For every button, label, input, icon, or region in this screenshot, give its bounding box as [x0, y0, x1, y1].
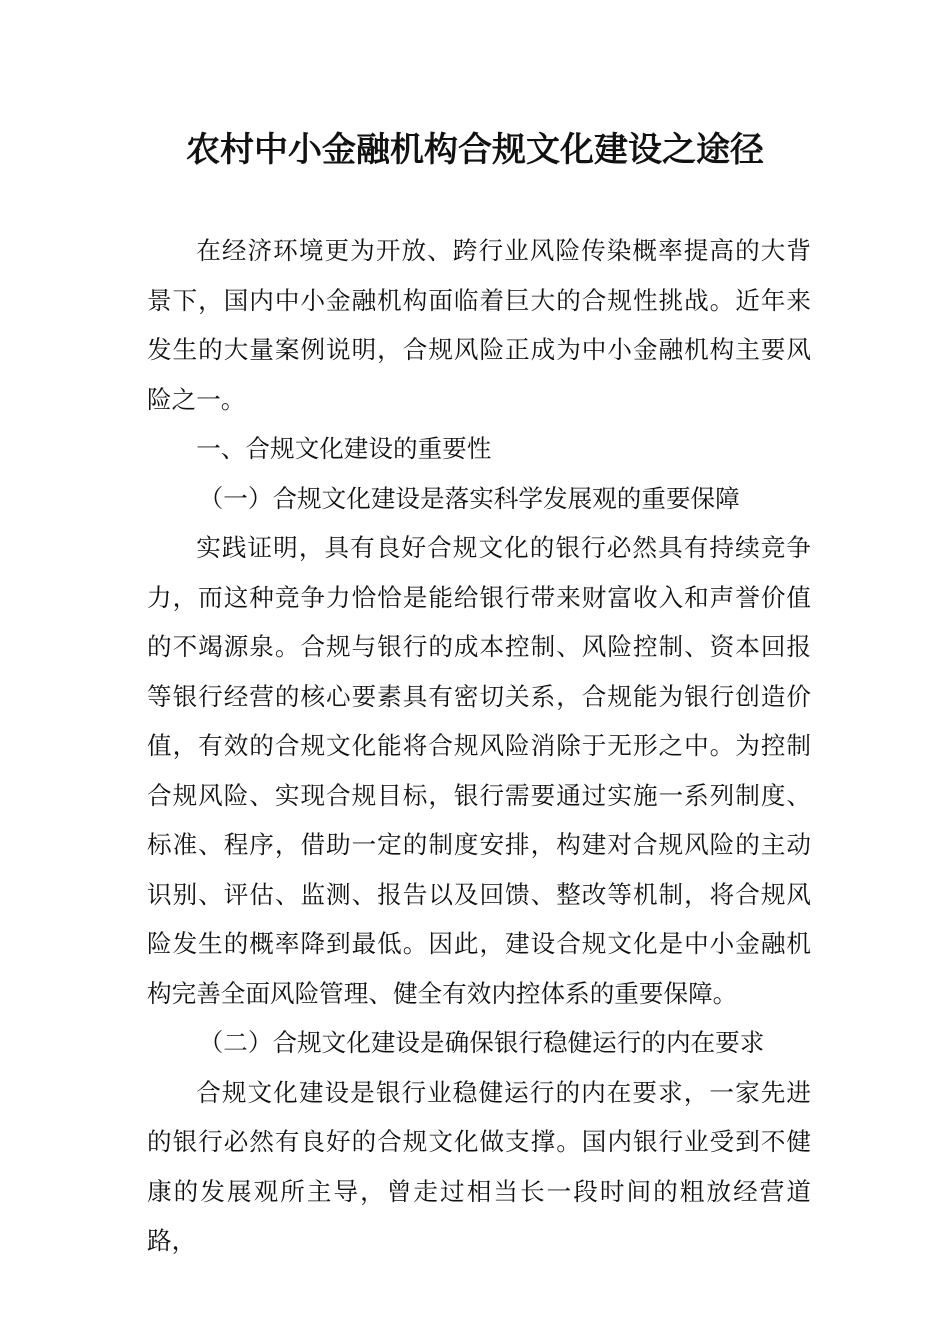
paragraph-subsection-1: 实践证明，具有良好合规文化的银行必然具有持续竞争力，而这种竞争力恰恰是能给银行带来财富收入和声誉价值的不竭源泉。合规与银行的成本控制、风险控制、资本回报等银行经营的核心要素具有密切关系，合规能为银行创造价值，有效的合规文化能将合规风险消除于无形之中。为控制合规风险、实现合规目标，银行需要通过实施一系列制度、标准、程序，借助一定的制度安排，构建对合规风险的主动识别、评估、监测、报告以及回馈、整改等机制，将合规风险发生的概率降到最低。因此，建设合规文化是中小金融机构完善全面风险管理、健全有效内控体系的重要保障。 [147, 533, 811, 1008]
document-title: 农村中小金融机构合规文化建设之途径 [186, 130, 764, 170]
document-body [147, 226, 811, 1266]
section-heading-1: 一、合规文化建设的重要性 [196, 434, 492, 463]
subsection-heading-2: （二）合规文化建设是确保银行稳健运行的内在要求 [198, 1028, 765, 1057]
paragraph-subsection-2: 合规文化建设是银行业稳健运行的内在要求，一家先进的银行必然有良好的合规文化做支撑。国内银行业受到不健康的发展观所主导，曾走过相当长一段时间的粗放经营道路， [147, 1077, 811, 1255]
subsection-heading-1: （一）合规文化建设是落实科学发展观的重要保障 [198, 483, 740, 513]
paragraph-intro: 在经济环境更为开放、跨行业风险传染概率提高的大背景下，国内中小金融机构面临着巨大的合规性挑战。近年来发生的大量案例说明，合规风险正成为中小金融机构主要风险之一。 [147, 236, 811, 414]
